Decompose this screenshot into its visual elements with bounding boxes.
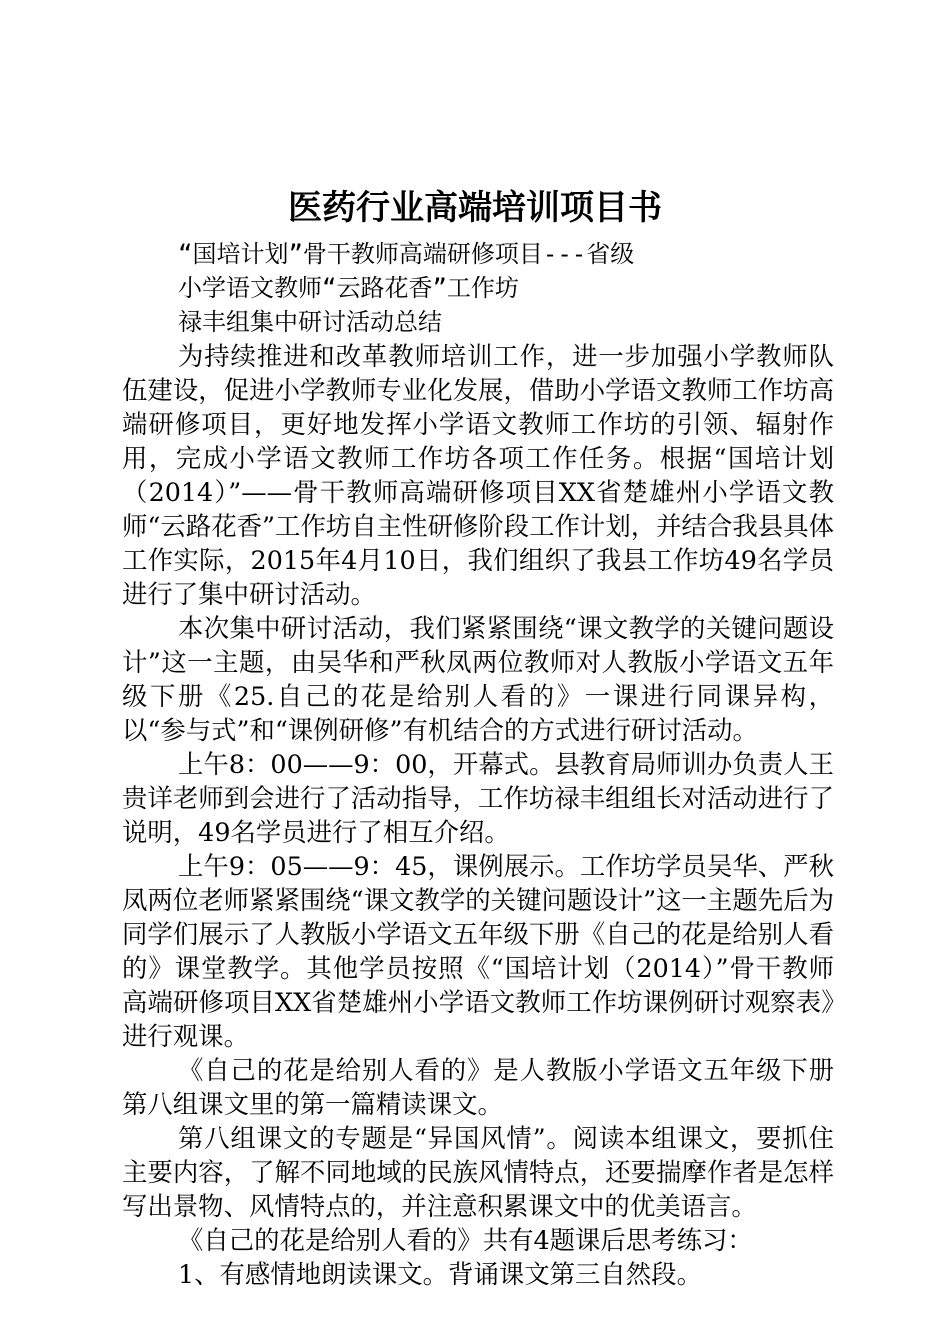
document-body bbox=[122, 237, 834, 1291]
paragraph-demo: 上午9：05——9：45，课例展示。工作坊学员吴华、严秋凤两位老师紧紧围绕“课文教学的关键问题设计”这一主题先后为同学们展示了人教版小学语文五年级下册《自己的花是给别人看的》课堂教学。其他学员按照《“国培计划（2014）”骨干教师高端研修项目XX省楚雄州小学语文教师工作坊课例研讨观察表》进行观课。 bbox=[122, 851, 834, 1051]
subheading-project: “国培计划”骨干教师高端研修项目---省级 bbox=[178, 240, 635, 268]
paragraph-exercise-1: 1、有感情地朗读课文。背诵课文第三自然段。 bbox=[178, 1259, 702, 1289]
paragraph-exercises: 《自己的花是给别人看的》共有4题课后思考练习： bbox=[178, 1225, 753, 1255]
paragraph-theme: 本次集中研讨活动，我们紧紧围绕“课文教学的关键问题设计”这一主题，由吴华和严秋凤两位教师对人教版小学语文五年级下册《25.自己的花是给别人看的》一课进行同课异构，以“参与式”和“课例研修”有机结合的方式进行研讨活动。 bbox=[122, 613, 834, 745]
paragraph-unit-topic: 第八组课文的专题是“异国风情”。阅读本组课文，要抓住主要内容，了解不同地域的民族风情特点，还要揣摩作者是怎样写出景物、风情特点的，并注意积累课文中的优美语言。 bbox=[122, 1123, 834, 1221]
subheading-workshop: 小学语文教师“云路花香”工作坊 bbox=[178, 274, 519, 302]
subheading-summary: 禄丰组集中研讨活动总结 bbox=[178, 308, 442, 336]
paragraph-opening: 上午8：00——9：00，开幕式。县教育局师训办负责人王贵详老师到会进行了活动指导，工作坊禄丰组组长对活动进行了说明，49名学员进行了相互介绍。 bbox=[122, 749, 834, 847]
paragraph-lesson: 《自己的花是给别人看的》是人教版小学语文五年级下册第八组课文里的第一篇精读课文。 bbox=[122, 1055, 834, 1119]
document-title: 医药行业高端培训项目书 bbox=[288, 188, 662, 228]
paragraph-intro: 为持续推进和改革教师培训工作，进一步加强小学教师队伍建设，促进小学教师专业化发展，借助小学语文教师工作坊高端研修项目，更好地发挥小学语文教师工作坊的引领、辐射作用，完成小学语文教师工作坊各项工作任务。根据“国培计划（2014）”——骨干教师高端研修项目XX省楚雄州小学语文教师“云路花香”工作坊自主性研修阶段工作计划，并结合我县具体工作实际，2015年4月10日，我们组织了我县工作坊49名学员进行了集中研讨活动。 bbox=[122, 341, 834, 609]
